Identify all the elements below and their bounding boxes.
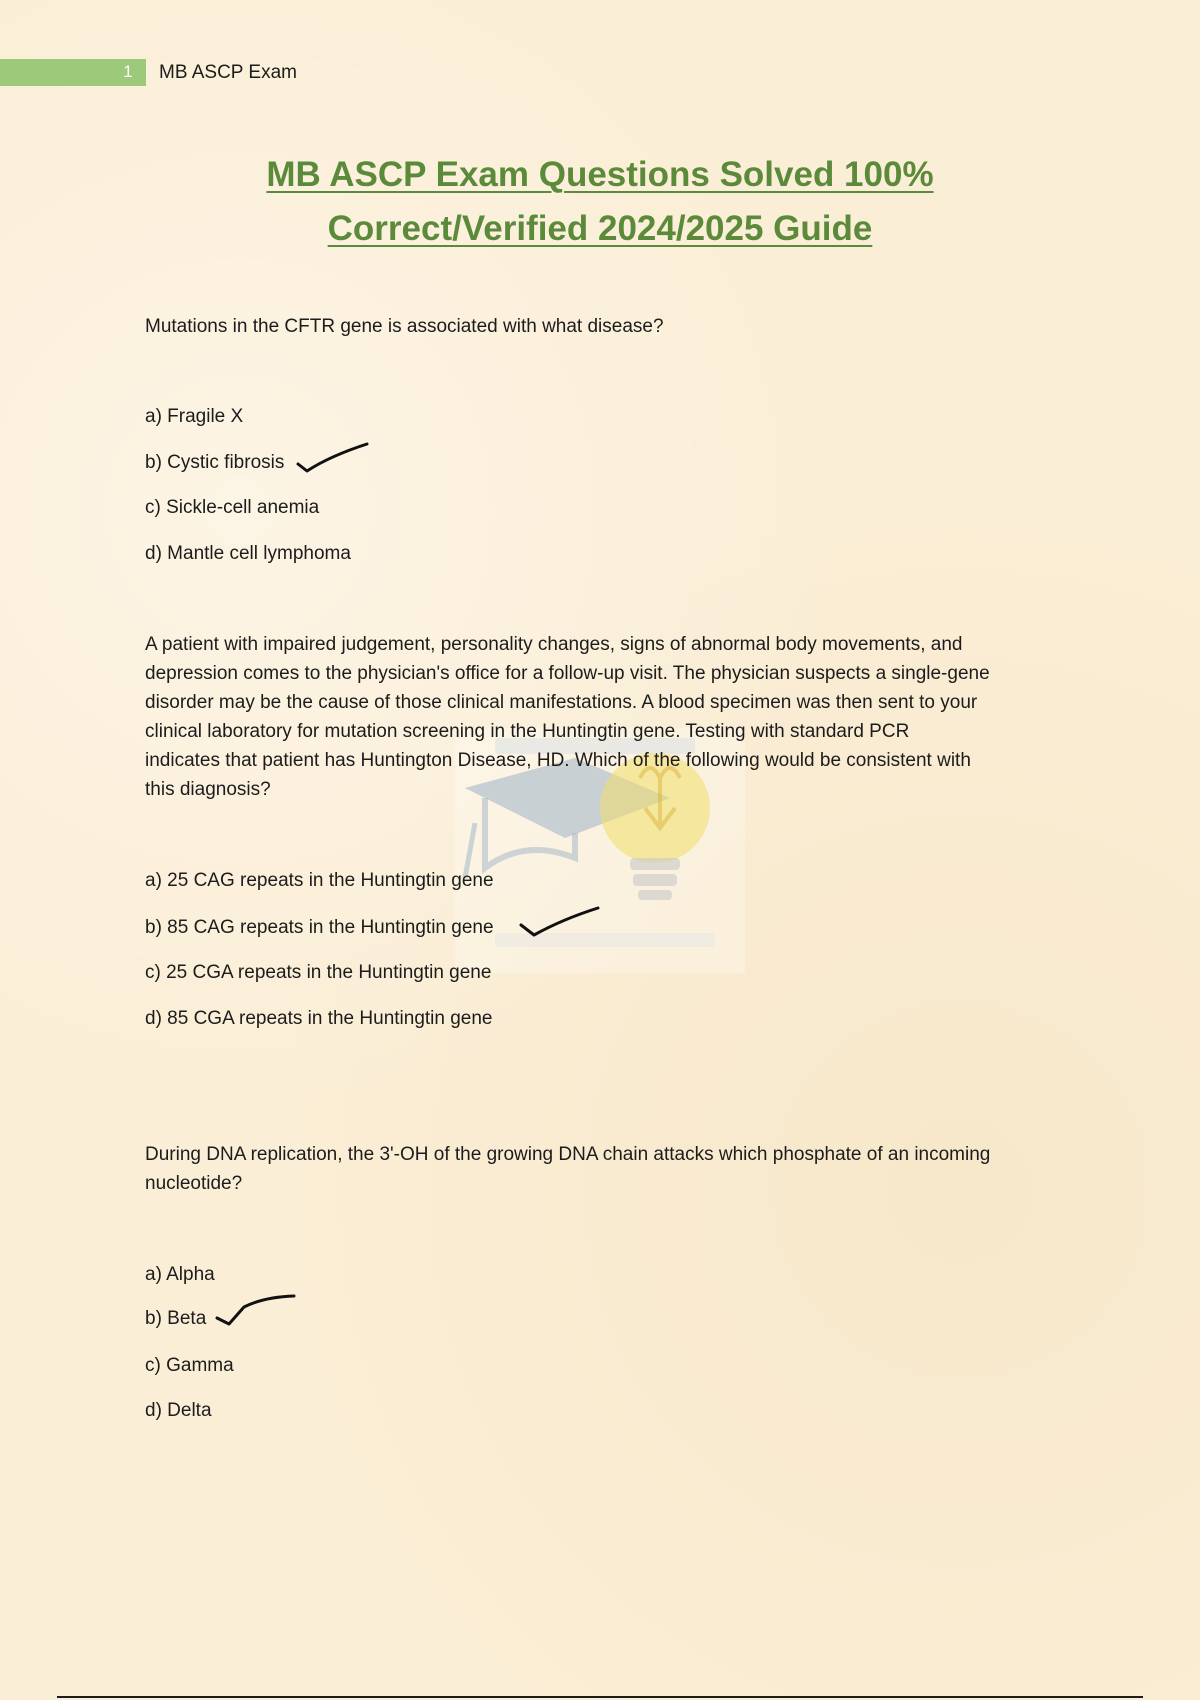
question-1-text: Mutations in the CFTR gene is associated with what disease? <box>145 316 664 337</box>
question-2-option-c: c) 25 CGA repeats in the Huntingtin gene <box>145 962 492 983</box>
question-3-option-a: a) Alpha <box>145 1264 215 1285</box>
question-2-line: this diagnosis? <box>145 779 271 800</box>
checkmark-icon <box>214 1293 299 1333</box>
question-1-option-b: b) Cystic fibrosis <box>145 452 285 473</box>
question-1-option-d: d) Mantle cell lymphoma <box>145 543 351 564</box>
checkmark-icon <box>518 905 603 940</box>
question-3-option-d: d) Delta <box>145 1400 212 1421</box>
page-number: 1 <box>123 62 133 81</box>
document-title-line-1: MB ASCP Exam Questions Solved 100% <box>266 155 934 194</box>
question-3-option-b: b) Beta <box>145 1308 207 1329</box>
checkmark-icon <box>295 440 370 475</box>
question-2-text <box>145 630 1060 804</box>
question-2-line: clinical laboratory for mutation screening in the Huntingtin gene. Testing with standard PCR <box>145 721 910 742</box>
header-title: MB ASCP Exam <box>159 62 297 83</box>
question-3-line: During DNA replication, the 3'-OH of the growing DNA chain attacks which phosphate of an incoming <box>145 1144 991 1165</box>
question-3-option-c: c) Gamma <box>145 1355 234 1376</box>
document-title-line-2: Correct/Verified 2024/2025 Guide <box>327 209 873 248</box>
question-2-line: indicates that patient has Huntington Disease, HD. Which of the following would be consistent with <box>145 750 971 771</box>
question-1-option-c: c) Sickle-cell anemia <box>145 497 320 518</box>
question-2-line: A patient with impaired judgement, personality changes, signs of abnormal body movements, and <box>145 634 963 655</box>
question-2-option-d: d) 85 CGA repeats in the Huntingtin gene <box>145 1008 493 1029</box>
question-1-option-a: a) Fragile X <box>145 406 244 427</box>
question-2-line: depression comes to the physician's office for a follow-up visit. The physician suspects a single-gene <box>145 663 990 684</box>
document-title <box>0 148 1200 256</box>
question-3-text <box>145 1140 1060 1198</box>
question-2-option-a: a) 25 CAG repeats in the Huntingtin gene <box>145 870 494 891</box>
question-2-option-b: b) 85 CAG repeats in the Huntingtin gene <box>145 917 494 938</box>
question-2-line: disorder may be the cause of those clinical manifestations. A blood specimen was then sent to your <box>145 692 978 713</box>
footer-rule <box>57 1696 1143 1698</box>
question-3-line: nucleotide? <box>145 1173 243 1194</box>
